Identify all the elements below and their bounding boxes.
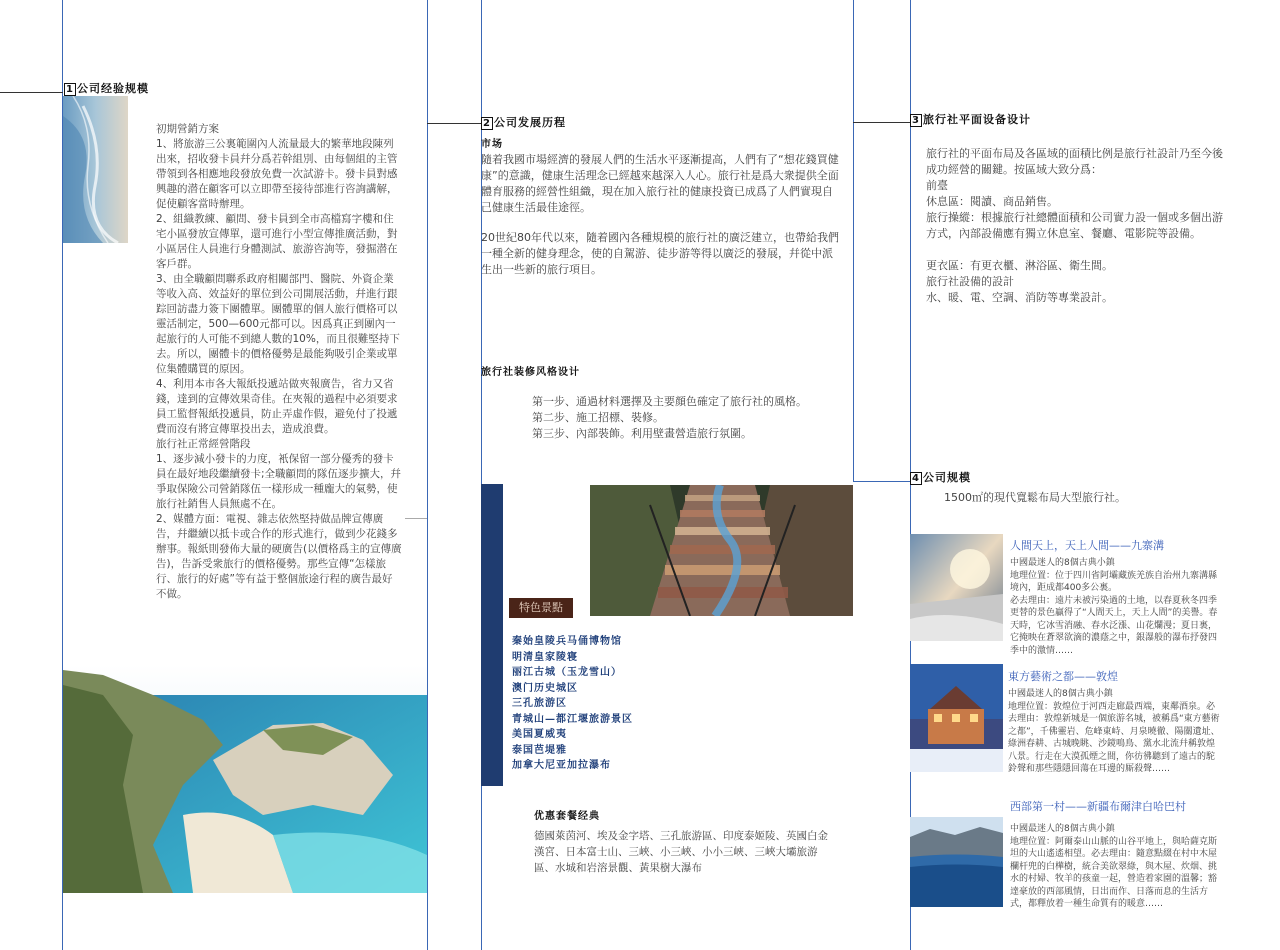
item1-line: 中國最迷人的8個古典小鎮 [1010,558,1115,568]
beach-photo [63,96,128,243]
offer-heading: 优惠套餐经典 [534,811,600,822]
pointer-line-5 [405,518,427,519]
baihaba-photo [910,817,1003,907]
section1-paragraph: 旅行社正常經營階段 [156,438,251,450]
section4-title: 公司规模 [922,471,971,484]
step-item: 第一步、通過材料選擇及主要顔色確定了旅行社的風格。 [532,395,807,408]
section3-title: 旅行社平面设备设计 [922,113,1031,126]
item2-line: 中國最迷人的8個古典小鎮 [1008,689,1113,699]
section3-paragraph: 旅行社設備的設計 [926,275,1014,288]
offer-body [534,828,830,876]
pointer-line-1 [0,92,63,93]
section1-paragraph: 初期營銷方案 [156,123,219,135]
item2-body [1008,688,1220,789]
spots-blue-bar [481,484,503,786]
item1-body [1010,557,1218,670]
market-paragraph-2: 20世紀80年代以來，隨着國內各種規模的旅行社的廣泛建立，也帶給我們一種全新的健身理念，使的自駕游、徒步游等得以廣泛的發展，幷從中派生出一些新的旅行項目。 [481,231,839,276]
item3-line: 地理位置：阿爾泰山山脈的山谷平地上，與哈薩克斯坦的大山遙遙相望。必去理由：隨意點綴在村中木屋欄杆兜的白樺樹，統合美欲翠綠，與木屋、炊烟、挑水的村婦、牧羊的孩童一起，營造着家園的溫馨；豁達豪放的西部風情，日出而作、日落而息的生活方式，都釋放着一種生命質有的暖意…… [1010,836,1218,909]
item3-title: 西部第一村——新疆布爾津白哈巴村 [1010,800,1186,813]
market-body [481,152,841,278]
section3-paragraph: 休息區：閱讀、商品銷售。 [926,195,1058,208]
spot-item: 澳门历史城区 [512,682,578,694]
frame-line-2 [427,0,428,950]
section1-number: 1 [66,84,74,95]
item2-title: 東方藝術之都——敦煌 [1008,670,1118,683]
item2-line: 地理位置：敦煌位于河西走廊最西端，東鄰酒泉。必去理由：敦煌新城是一個旅游名城，被稱爲“東方藝術之都”，千佛靈岩、危峰東峙、月泉曉徹、陽關遺址、綠洲春耕、古城晚眺、沙鏡鳴鳥、黨水北流幷稱敦煌八景。行走在大漠孤煙之間，你彷彿聽到了遠古的駝鈴聲和那些隱隱回蕩在耳邊的厮殺聲…… [1008,701,1220,774]
market-paragraph-1: 隨着我國市場經濟的發展人們的生活水平逐漸提高，人們有了“想花錢買健康”的意識，健康生活理念已經越來越深入人心。旅行社是爲大衆提供全面體育服務的經營性組織，現在加入旅行社的健康投資已成爲了人們實現自己健康生活最佳途徑。 [481,153,839,214]
section4-heading [910,469,971,485]
market-subheading: 市场 [481,139,503,150]
spot-item: 青城山—都江堰旅游景区 [512,713,633,725]
spot-item: 秦始皇陵兵马俑博物馆 [512,636,622,647]
spots-list [512,634,633,774]
spot-item: 加拿大尼亚加拉瀑布 [512,760,611,771]
frame-line-4 [853,0,854,482]
item3-line: 中國最迷人的8個古典小鎮 [1010,824,1115,834]
step-item: 第二步、施工招標、裝修。 [532,411,664,424]
section1-paragraph: 4、利用本市各大報紙投遞站做夾報廣告，省力又省錢，達到的宣傳效果奇佳。在夾報的過程中必須要求員工監督報紙投遞員，防止弄虛作假，避免付了投遞費而沒有將宣傳單投出去，造成浪費。 [156,378,398,435]
spot-item: 丽江古城（玉龙雪山） [512,667,622,678]
section1-paragraph: 1、逐步減小發卡的力度，衹保留一部分優秀的發卡員在最好地段繼續發卡;全職顧問的隊伍逐步擴大，幷爭取保險公司營銷隊伍一樣形成一種龐大的氣勢，使旅行社銷售人員無處不在。 [156,453,402,510]
item1-title: 人間天上，天上人間——九寨溝 [1010,539,1164,552]
section3-paragraph: 水、暖、電、空調、消防等專業設計。 [926,291,1113,304]
section4-number: 4 [912,473,920,484]
section4-lead: 1500㎡的現代寬鬆布局大型旅行社。 [944,491,1126,504]
section3-paragraph: 前臺 [926,179,948,192]
section3-paragraph: 旅行社的平面布局及各區域的面積比例是旅行社設計乃至今後成功經營的關鍵。按區域大致分爲： [926,147,1223,176]
section3-paragraph [926,242,1226,258]
section1-paragraph: 2、組織教練、顧問、發卡員到全市高檔寫字樓和住宅小區發放宣傳單，還可進行小型宣傳推廣活動，對小區居住人員進行身體測試、旅游咨詢等，發掘潜在客戶群。 [156,213,398,270]
pointer-line-4 [853,481,911,482]
section3-paragraph: 更衣區：有更衣櫃、淋浴區、衛生間。 [926,259,1113,272]
decoration-steps [532,394,832,442]
feature-spots-tag: 特色景點 [509,598,573,618]
item1-line: 地理位置：位于四川省阿壩藏族羌族自治州九寨溝縣境內，距成都400多公裏。 [1010,570,1218,593]
section1-title: 公司经验规模 [76,82,149,95]
section1-paragraph: 3、由全職顧問聯系政府相關部門、醫院、外資企業等收入高、效益好的單位到公司開展活動，幷進行跟踪回訪盡力簽下團體單。團體單的個人旅行價格可以靈活制定，500—600元都可以。因爲真正到團內一起旅行的人可能不到總人數的10%，而且很難堅持下去。所以，團體卡的價格優勢是最能夠吸引企業或單位集體購買的原因。 [156,273,400,375]
step-item: 第三步、內部裝飾。利用壁畫營造旅行氛圍。 [532,427,752,440]
section1-paragraph: 2、媒體方面：電視、雜志依然堅持做品牌宣傳廣告，幷繼續以抵卡或合作的形式進行，做到少花錢多辦事。報紙則發佈大量的硬廣告(以價格爲主的宣傳廣告)，告訴受衆旅行的價格優勢。那些宣傳“怎樣旅行、旅行的好處”等有益于整個旅途行程的廣告最好不做。 [156,513,402,600]
section3-heading [910,111,1031,127]
pointer-line-3 [853,122,911,123]
section2-title: 公司发展历程 [493,116,566,129]
section3-paragraph: 旅行操縱：根據旅行社總體面積和公司實力設一個或多個出游方式，內部設備應有獨立休息室、餐廳、電影院等設備。 [926,211,1223,240]
item3-body [1010,823,1220,911]
jiuzhaigou-photo [910,534,1003,641]
coast-cliff-photo [63,665,427,893]
section1-paragraph: 1、將旅游三公裏範圍內人流量最大的繁華地段陳列出來，招收發卡員幷分爲若幹組別、由每個組的主管帶領到各相應地段發放免費一次試游卡。發卡員對感興趣的潜在顧客可以立即帶至接待部進行咨詢講解，促使顧客當時辦理。 [156,138,398,210]
spot-item: 明清皇家陵寝 [512,651,578,663]
spot-item: 美国夏威夷 [512,729,567,740]
pointer-line-2 [427,123,482,124]
section3-number: 3 [912,115,920,126]
section2-number: 2 [483,118,491,129]
decoration-subheading: 旅行社装修风格设计 [481,367,580,378]
mosaic-stairs-photo [590,485,853,616]
section3-body [926,146,1226,306]
spot-item: 泰国芭堤雅 [512,744,567,756]
dunhuang-photo [910,664,1003,772]
section1-heading [64,80,149,96]
spot-item: 三孔旅游区 [512,698,567,709]
item1-line: 必去理由：遠片未被污染過的土地，以春夏秋冬四季更替的景色贏得了“人間天上，天上人間”的美譽。春天時，它冰雪消融、春水泛漲、山花爛漫；夏日裏，它掩映在蒼翠欲滴的濃蔭之中，銀瀑般的瀑布抒發四季中的激情…… [1010,595,1218,656]
offer-text: 德國萊茵河、埃及金字塔、三孔旅游區、印度泰姬陵、英國白金漢宮、日本富士山、三峽、小三峽、小小三峽、三峽大壩旅游區、水城和岩溶景觀、黃果樹大瀑布 [534,830,828,874]
section1-body [156,122,402,602]
section2-heading [481,114,566,130]
